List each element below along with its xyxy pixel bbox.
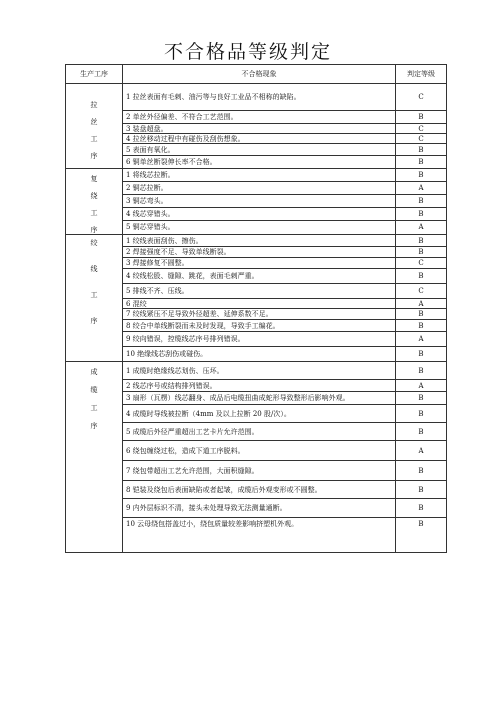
- phenomenon-cell: 6 混绞: [123, 299, 396, 309]
- grade-cell: B: [396, 207, 447, 220]
- phenomenon-cell: 8 铠装及绕包后表面缺陷或者起皱，成缆后外观变形或不圆整。: [123, 481, 396, 499]
- process-name: [66, 362, 122, 430]
- grade-cell: A: [396, 181, 447, 194]
- process-char: 序: [90, 226, 98, 234]
- grade-cell: C: [396, 124, 447, 134]
- grade-cell: B: [396, 144, 447, 156]
- phenomenon-cell: 7 绞线紧压不足导致外径超差、延伸系数不足。: [123, 309, 396, 320]
- phenomenon-cell: 5 铜芯穿错头。: [123, 220, 396, 234]
- grade-cell: C: [396, 258, 447, 269]
- table-header-row: [66, 65, 447, 84]
- phenomenon-cell: 4 拉丝移动过程中有碰伤及刮伤想象。: [123, 134, 396, 144]
- table-row: [66, 332, 447, 347]
- table-row: [66, 207, 447, 220]
- table-body: [66, 84, 447, 553]
- grade-cell: A: [396, 332, 447, 347]
- table-row: [66, 320, 447, 332]
- process-cell: [66, 362, 123, 553]
- phenomenon-cell: 2 铜芯拉断。: [123, 181, 396, 194]
- phenomenon-cell: 9 绞向错误，控缆线芯序号排列错误。: [123, 332, 396, 347]
- process-char: 绕: [90, 192, 98, 200]
- table-row: [66, 269, 447, 284]
- grade-cell: B: [396, 362, 447, 380]
- table-row: [66, 134, 447, 144]
- grade-cell: B: [396, 481, 447, 499]
- phenomenon-cell: 6 铜单丝断裂伸长率不合格。: [123, 156, 396, 169]
- grade-cell: A: [396, 380, 447, 392]
- grade-cell: B: [396, 269, 447, 284]
- grade-cell: B: [396, 461, 447, 481]
- table-row: [66, 258, 447, 269]
- phenomenon-cell: 2 线芯序号或结构排列错误。: [123, 380, 396, 392]
- phenomenon-cell: 10 云母绕包搭盖过小，绕包质量较差影响挤塑机外观。: [123, 518, 396, 553]
- grade-cell: A: [396, 299, 447, 309]
- phenomenon-cell: 5 表面有氧化。: [123, 144, 396, 156]
- process-char: 拉: [90, 101, 98, 109]
- process-name: [66, 84, 122, 160]
- process-char: 丝: [90, 118, 98, 126]
- grade-cell: B: [396, 169, 447, 182]
- phenomenon-cell: 4 线芯穿错头。: [123, 207, 396, 220]
- process-char: 序: [90, 152, 98, 160]
- grade-cell: A: [396, 441, 447, 461]
- process-cell: [66, 84, 123, 169]
- table-row: [66, 235, 447, 247]
- phenomenon-cell: 4 绞线松股、缝隙、跳花，表面毛刺严重。: [123, 269, 396, 284]
- phenomenon-cell: 1 拉丝表面有毛刺、油污等与良好工业品不相称的缺陷。: [123, 84, 396, 111]
- process-char: 序: [90, 317, 98, 325]
- phenomenon-cell: 5 排线不齐、压线。: [123, 284, 396, 299]
- table-row: [66, 194, 447, 207]
- process-name: [66, 169, 122, 234]
- header-phenomenon: 不合格现象: [123, 65, 396, 84]
- process-char: 工: [90, 135, 98, 143]
- table-row: [66, 284, 447, 299]
- process-char: 成: [90, 368, 98, 376]
- table-row: [66, 144, 447, 156]
- grade-cell: B: [396, 518, 447, 553]
- phenomenon-cell: 1 成缆时绝缘线芯划伤、压坏。: [123, 362, 396, 380]
- phenomenon-cell: 3 装盘超盘。: [123, 124, 396, 134]
- grade-cell: B: [396, 194, 447, 207]
- phenomenon-cell: 4 成缆时导线被拉断（4mm 及以上拉断 20 股/次）。: [123, 405, 396, 423]
- table-row: [66, 518, 447, 553]
- grade-cell: B: [396, 405, 447, 423]
- phenomenon-cell: 1 绞线表面刮伤、擦伤。: [123, 235, 396, 247]
- table-row: [66, 169, 447, 182]
- page-title: 不合格品等级判定: [163, 41, 332, 63]
- grade-cell: B: [396, 320, 447, 332]
- table-row: [66, 156, 447, 169]
- table-row: [66, 247, 447, 258]
- phenomenon-cell: 5 成缆后外径严重超出工艺卡片允许范围。: [123, 423, 396, 441]
- grade-cell: B: [396, 347, 447, 362]
- grade-cell: B: [396, 111, 447, 124]
- grade-cell: B: [396, 309, 447, 320]
- process-char: 线: [90, 265, 98, 273]
- phenomenon-cell: 3 铜芯弯头。: [123, 194, 396, 207]
- table-row: [66, 380, 447, 392]
- header-process: 生产工序: [66, 65, 123, 84]
- grade-cell: B: [396, 392, 447, 405]
- table-row: [66, 461, 447, 481]
- phenomenon-cell: 3 扇形（瓦楞）线芯翻身、成品后电缆扭曲成蛇形导致整形后影响外观。: [123, 392, 396, 405]
- process-char: 绞: [90, 239, 98, 247]
- process-char: 复: [90, 175, 98, 183]
- table-row: [66, 111, 447, 124]
- process-char: 工: [90, 404, 98, 412]
- grade-cell: A: [396, 220, 447, 234]
- grade-table: [65, 64, 447, 553]
- grade-cell: B: [396, 423, 447, 441]
- table-row: [66, 309, 447, 320]
- phenomenon-cell: 2 焊接强度不足、导致单线断裂。: [123, 247, 396, 258]
- phenomenon-cell: 7 绕包带超出工艺允许范围，大面积缝隙。: [123, 461, 396, 481]
- phenomenon-cell: 1 将线芯拉断。: [123, 169, 396, 182]
- process-cell: [66, 235, 123, 362]
- table-row: [66, 124, 447, 134]
- table-row: [66, 362, 447, 380]
- phenomenon-cell: 9 内外层标识不清，接头未处理导致无法测量通断。: [123, 499, 396, 518]
- process-char: 缆: [90, 386, 98, 394]
- process-name: [66, 235, 122, 325]
- grade-cell: B: [396, 499, 447, 518]
- table-row: [66, 441, 447, 461]
- table-row: [66, 84, 447, 111]
- phenomenon-cell: 8 绞合中单线断裂而未及时发现，导致手工编花。: [123, 320, 396, 332]
- table-row: [66, 181, 447, 194]
- process-char: 工: [90, 291, 98, 299]
- table-row: [66, 423, 447, 441]
- phenomenon-cell: 6 绕包缠绕过松，造成下道工序脱料。: [123, 441, 396, 461]
- grade-cell: B: [396, 235, 447, 247]
- header-grade: 判定等级: [396, 65, 447, 84]
- process-char: 序: [90, 422, 98, 430]
- grade-cell: B: [396, 247, 447, 258]
- grade-cell: C: [396, 84, 447, 111]
- table-row: [66, 220, 447, 234]
- table-row: [66, 405, 447, 423]
- grade-cell: B: [396, 156, 447, 169]
- table-row: [66, 347, 447, 362]
- process-cell: [66, 169, 123, 235]
- process-char: 工: [90, 209, 98, 217]
- grade-cell: C: [396, 134, 447, 144]
- table-row: [66, 392, 447, 405]
- phenomenon-cell: 3 焊接修复不圆整。: [123, 258, 396, 269]
- phenomenon-cell: 2 单丝外径偏差、不符合工艺范围。: [123, 111, 396, 124]
- phenomenon-cell: 10 绝缘线芯刮伤或碰伤。: [123, 347, 396, 362]
- table-row: [66, 299, 447, 309]
- grade-cell: C: [396, 284, 447, 299]
- table-row: [66, 481, 447, 499]
- table-row: [66, 499, 447, 518]
